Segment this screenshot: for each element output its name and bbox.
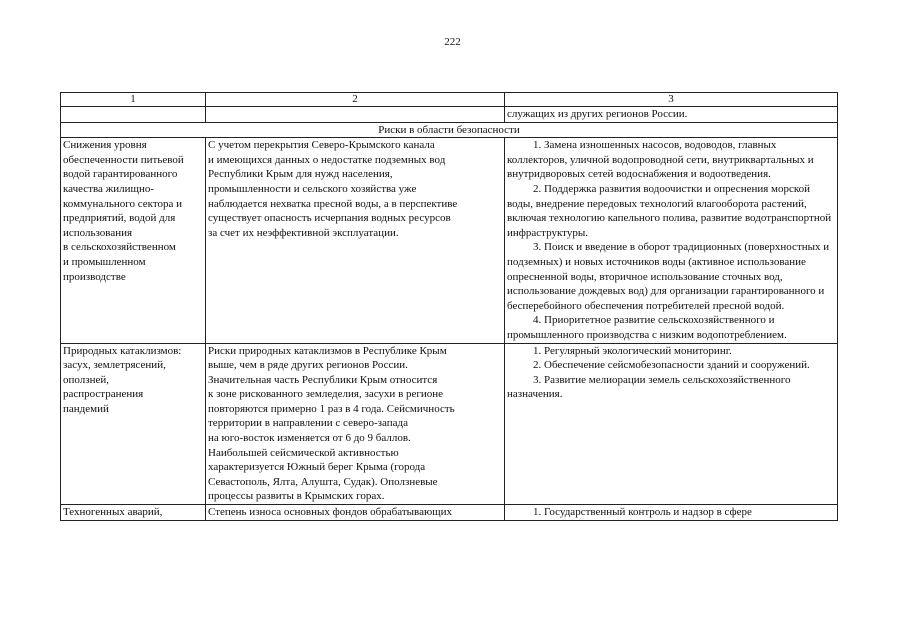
risk-line: предприятий, водой для (63, 212, 176, 225)
description-line: Севастополь, Ялта, Алушта, Судак). Оползневые (208, 475, 438, 488)
measures-cell (505, 138, 838, 343)
risk-line: Природных катаклизмов: (63, 344, 182, 357)
risk-line: Снижения уровня (63, 139, 147, 152)
description-line: характеризуется Южный берег Крыма (города (208, 461, 426, 474)
description-line: на юго-восток изменяется от 6 до 9 баллов. (208, 432, 411, 445)
risk-line: качества жилищно- (63, 182, 155, 195)
description-line: С учетом перекрытия Северо-Крымского канала (208, 139, 435, 152)
description-line: за счет их неэффективной эксплуатации. (208, 226, 399, 239)
description-line: промышленности и сельского хозяйства уже (208, 182, 417, 195)
measure-paragraph: 3. Развитие мелиорации земель сельскохозяйственного назначения. (507, 373, 791, 401)
description-line: наблюдается нехватка пресной воды, а в перспективе (208, 197, 458, 210)
risk-cell (61, 138, 206, 343)
description-line: выше, чем в ряде других регионов России. (208, 359, 408, 372)
description-line: существует опасность исчерпания водных ресурсов (208, 212, 451, 225)
risk-line: водой гарантированного (63, 168, 178, 181)
risk-line: пандемий (63, 402, 109, 415)
risk-line: засух, землетрясений, (63, 359, 166, 372)
measure-paragraph: 1. Регулярный экологический мониторинг. (533, 344, 732, 357)
continuation-text: служащих из других регионов России. (505, 107, 838, 123)
description-line: и имеющихся данных о недостатке подземных вод (208, 153, 446, 166)
description-line: к зоне рискованного земледелия, засухи в регионе (208, 388, 444, 401)
page-number: 222 (444, 36, 461, 48)
measure-paragraph: 2. Поддержка развития водоочистки и опреснения морской воды, внедрение передовых технологий влагооборота растений, включая технологию капельного полива, развитие водотранспортной инфраструктуры. (507, 182, 832, 239)
risk-line: в сельскохозяйственном (63, 241, 176, 254)
table-row (61, 505, 838, 521)
measure-paragraph: 3. Поиск и введение в оборот традиционных (поверхностных и подземных) и новых источников воды (активное использование опресненной воды, вторичное использование сточных вод, использование дождевых вод) для организации гарантированного и бесперебойного обеспечения потребителей пресной водой. (507, 241, 830, 312)
measure-paragraph: 1. Государственный контроль и надзор в сфере (533, 506, 752, 519)
risk-line: производстве (63, 270, 126, 283)
description-line: Наибольшей сейсмической активностью (208, 446, 399, 459)
table-row (61, 343, 838, 505)
measures-cell (505, 505, 838, 521)
table-row (61, 138, 838, 343)
description-line: повторяются примерно 1 раз в 4 года. Сейсмичность (208, 402, 455, 415)
column-number-2: 2 (206, 93, 505, 107)
measures-cell (505, 343, 838, 505)
risk-line: распространения (63, 388, 144, 401)
risk-line: Техногенных аварий, (63, 506, 163, 519)
description-line: территории в направлении с северо-запада (208, 417, 408, 430)
risk-line: использования (63, 226, 133, 239)
measure-paragraph: 4. Приоритетное развитие сельскохозяйственного и промышленного производства с низким водопотреблением. (507, 314, 787, 341)
risk-line: коммунального сектора и (63, 197, 183, 210)
risk-cell (61, 343, 206, 505)
description-line: Республики Крым для нужд населения, (208, 168, 393, 181)
continuation-row (61, 107, 838, 123)
section-title: Риски в области безопасности (61, 122, 838, 138)
table-header-row (61, 93, 838, 107)
description-cell (206, 505, 505, 521)
description-line: Степень износа основных фондов обрабатывающих (208, 506, 453, 519)
section-row (61, 122, 838, 138)
risk-cell (61, 505, 206, 521)
empty-cell (206, 107, 505, 123)
measure-paragraph: 1. Замена изношенных насосов, водоводов, главных коллекторов, уличной водопроводной сети, внутриквартальных и внутридворовых сетей водоснабжения и водоотведения. (507, 139, 814, 181)
description-cell (206, 343, 505, 505)
risk-line: и промышленном (63, 255, 146, 268)
description-cell (206, 138, 505, 343)
column-number-3: 3 (505, 93, 838, 107)
column-number-1: 1 (61, 93, 206, 107)
description-line: процессы развиты в Крымских горах. (208, 490, 385, 503)
empty-cell (61, 107, 206, 123)
measure-paragraph: 2. Обеспечение сейсмобезопасности зданий и сооружений. (533, 359, 810, 372)
risk-line: оползней, (63, 373, 109, 386)
risk-line: обеспеченности питьевой (63, 153, 184, 166)
description-line: Риски природных катаклизмов в Республике Крым (208, 344, 447, 357)
risk-table (60, 92, 838, 521)
description-line: Значительная часть Республики Крым относится (208, 373, 438, 386)
